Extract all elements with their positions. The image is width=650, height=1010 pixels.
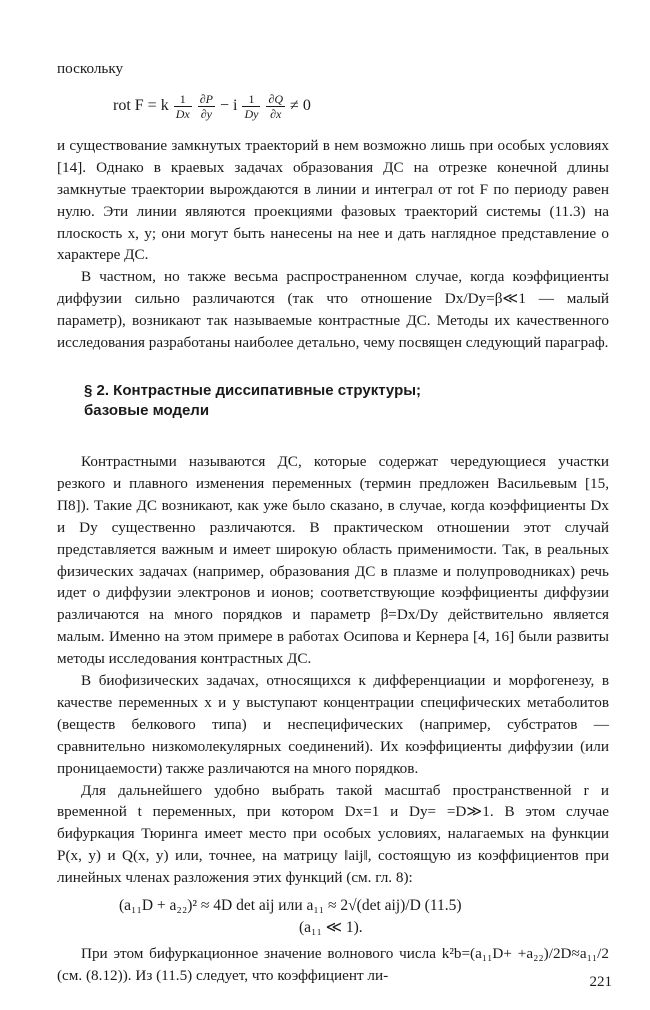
paragraph-1: и существование замкнутых траекторий в нем возможно лишь при особых условиях [14]. Однако в краевых задачах образования ДС на отрезке конечной длины замкнутые траектории вырождаются в линии и интеграл от rot F по периоду равен нулю. Эти линии являются проекциями фазовых траекторий системы (11.3) на плоскость x, y; они могут быть нанесены на нее и дать наглядное представление о характере ДС. — [57, 136, 609, 264]
formula-11-5-line-2: (a₁₁ ≪ 1). — [299, 919, 363, 937]
section-heading-line-2: базовые модели — [84, 401, 210, 419]
page-number: 221 — [589, 974, 612, 990]
fraction: $\frac{1}{Dx}$ — [175, 91, 190, 121]
paragraph-4: В биофизических задачах, относящихся к дифференциации и морфогенезу, в качестве переменных x и y выступают концентрации специфических метаболитов (веществ белкового типа) и неспецифических (например, субстратов — сравнительно низкомолекулярных соединений). Их коэффициенты диффузии (или проницаемости) также различаются на много порядков. — [57, 672, 609, 777]
section-heading — [84, 381, 609, 421]
formula-mid: − i — [219, 97, 238, 115]
section-heading-line-1: § 2. Контрастные диссипативные структуры; — [84, 381, 422, 399]
page-body — [57, 58, 609, 987]
formula-rhs: ≠ 0 — [290, 97, 311, 115]
paragraph-3: Контрастными называются ДС, которые содержат чередующиеся участки резкого и плавного изменения переменных (термин предложен Васильевым [15, П8]). Такие ДС возникают, как уже было сказано, в случае, когда коэффициенты Dx и Dy существенно различаются. В практическом отношении этот случай представляется важным и имеет широкую область применимости. Так, в реальных физических задачах (например, образования ДС в плазме и полупроводниках) речь идет о диффузии электронов и ионов; соответствующие коэффициенты диффузии различаются на много порядков и параметр β=Dx/Dy действительно является малым. Именно на этом примере в работах Осипова и Кернера [4, 16] были развиты методы исследования контрастных ДС. — [57, 452, 609, 668]
fraction: $\frac{1}{Dy}$ — [244, 91, 259, 121]
formula-rot — [113, 92, 609, 121]
formula-lhs: rot F = k — [113, 97, 169, 115]
paragraph-5: Для дальнейшего удобно выбрать такой масштаб пространственной r и временной t переменных, при котором Dx=1 и Dy= =D≫1. В этом случае бифуркация Тюринга имеет место при особых условиях, налагаемых на функции P(x, y) и Q(x, y) или, точнее, на матрицу ‖aij‖, состоящую из коэффициентов при линейных членах разложения этих функций (см. гл. 8): — [57, 781, 609, 887]
fraction: $\frac{\partial P}{\partial y}$ — [199, 91, 213, 121]
formula-11-5-line-1: (a₁₁D + a₂₂)² ≈ 4D det aij или a₁₁ ≈ 2√(det aij)/D (11.5) — [119, 897, 462, 915]
fraction: $\frac{\partial Q}{\partial x}$ — [268, 91, 284, 121]
paragraph-6: При этом бифуркационное значение волнового числа k²b=(a₁₁D+ +a₂₂)/2D≈a₁₁/2 (см. (8.12)). Из (11.5) следует, что коэффициент ли- — [57, 945, 609, 984]
lead-text: поскольку — [57, 60, 124, 77]
formula-11-5 — [57, 895, 609, 939]
paragraph-2: В частном, но также весьма распространенном случае, когда коэффициенты диффузии сильно различаются (так что отношение Dx/Dy=β≪1 — малый параметр), возникают так называемые контрастные ДС. Методы их качественного исследования разработаны наиболее детально, чему посвящен следующий параграф. — [57, 268, 609, 352]
